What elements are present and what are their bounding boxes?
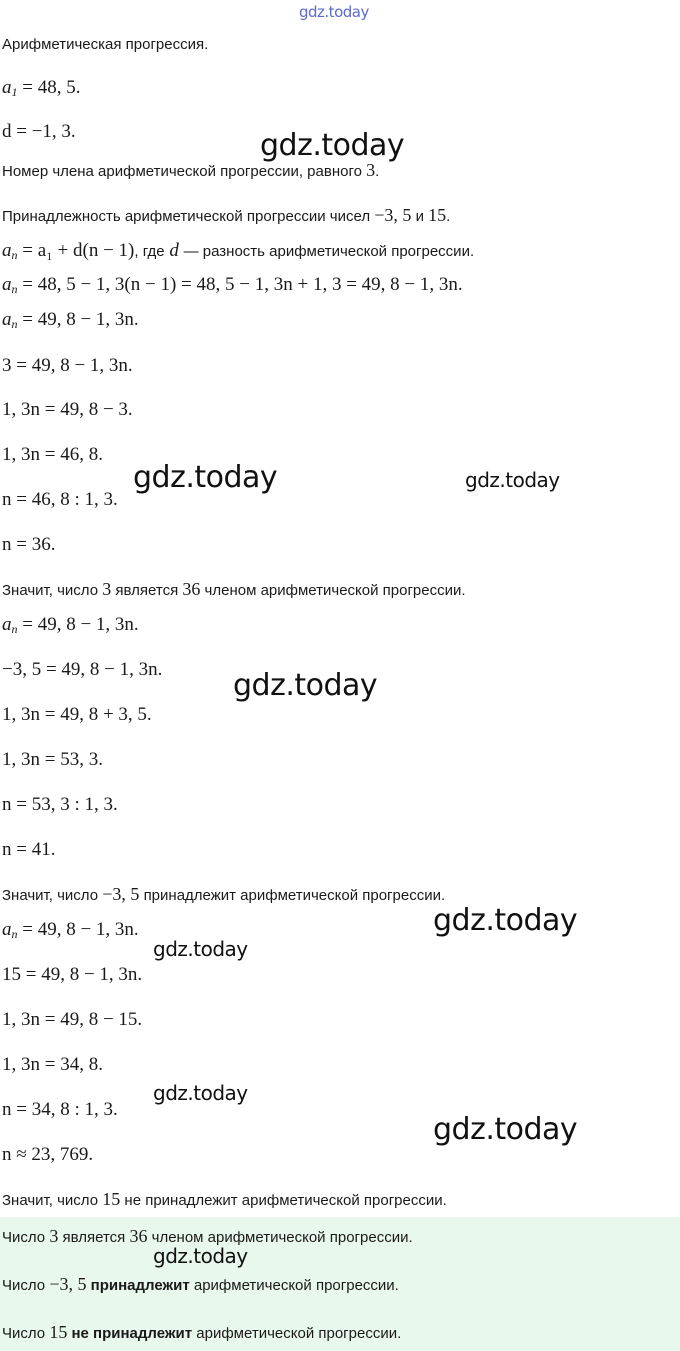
watermark: gdz.today <box>133 460 278 495</box>
answer-line-2: Число −3, 5 принадлежит арифметической прогрессии. <box>2 1274 399 1294</box>
step-line: 1, 3n = 53, 3. <box>2 749 103 770</box>
step-line: n ≈ 23, 769. <box>2 1144 94 1165</box>
given-d: d = −1, 3. <box>2 121 76 142</box>
step-line: 3 = 49, 8 − 1, 3n. <box>2 355 133 376</box>
given-a1: $a_1 = 48$, 5. <box>2 77 81 99</box>
watermark: gdz.today <box>153 1081 248 1105</box>
answer-line-3: Число 15 не принадлежит арифметической прогрессии. <box>2 1322 402 1342</box>
watermark: gdz.today <box>433 1112 578 1147</box>
watermark: gdz.today <box>153 1244 248 1268</box>
conclusion-3: Значит, число 15 не принадлежит арифметической прогрессии. <box>2 1189 447 1209</box>
step-line: 1, 3n = 49, 8 + 3, 5. <box>2 704 152 725</box>
watermark: gdz.today <box>233 668 378 703</box>
step-line: n = 41. <box>2 839 56 860</box>
watermark: gdz.today <box>465 468 560 492</box>
step-line: −3, 5 = 49, 8 − 1, 3n. <box>2 659 163 680</box>
step-line: n = 53, 3 : 1, 3. <box>2 794 118 815</box>
step-line: 1, 3n = 46, 8. <box>2 444 103 465</box>
solution-title: Арифметическая прогрессия. <box>2 36 209 53</box>
step-line: n = 46, 8 : 1, 3. <box>2 489 118 510</box>
step-line: 15 = 49, 8 − 1, 3n. <box>2 964 143 985</box>
watermark: gdz.today <box>260 128 405 163</box>
answer-line-1: Число 3 является 36 членом арифметической прогрессии. <box>2 1226 413 1246</box>
watermark-top: gdz.today <box>299 3 369 21</box>
formula-line: $a_n = a_1 + d(n - 1)$, где d — разность арифметической прогрессии. <box>2 240 475 262</box>
step-line: 1, 3n = 49, 8 − 15. <box>2 1009 143 1030</box>
find-belong-text: Принадлежность арифметической прогрессии чисел −3, 5 и 15. <box>2 205 451 225</box>
watermark: gdz.today <box>433 903 578 938</box>
conclusion-2: Значит, число −3, 5 принадлежит арифметической прогрессии. <box>2 884 446 904</box>
conclusion-1: Значит, число 3 является 36 членом арифметической прогрессии. <box>2 579 466 599</box>
step-line: 1, 3n = 34, 8. <box>2 1054 103 1075</box>
find-n-text: Номер члена арифметической прогрессии, равного 3. <box>2 160 380 180</box>
formula-simplified: $a_n = 49$, 8 − 1, 3n. <box>2 309 139 331</box>
step-line: n = 36. <box>2 534 56 555</box>
formula-substituted: $a_n = 48$, 5 − 1, 3(n − 1) = 48, 5 − 1, 3n + 1, 3 = 49, 8 − 1, 3n. <box>2 274 463 296</box>
step-line: 1, 3n = 49, 8 − 3. <box>2 399 133 420</box>
watermark: gdz.today <box>153 937 248 961</box>
step-line: n = 34, 8 : 1, 3. <box>2 1099 118 1120</box>
formula-simplified: $a_n = 49$, 8 − 1, 3n. <box>2 919 139 941</box>
formula-simplified: $a_n = 49$, 8 − 1, 3n. <box>2 614 139 636</box>
